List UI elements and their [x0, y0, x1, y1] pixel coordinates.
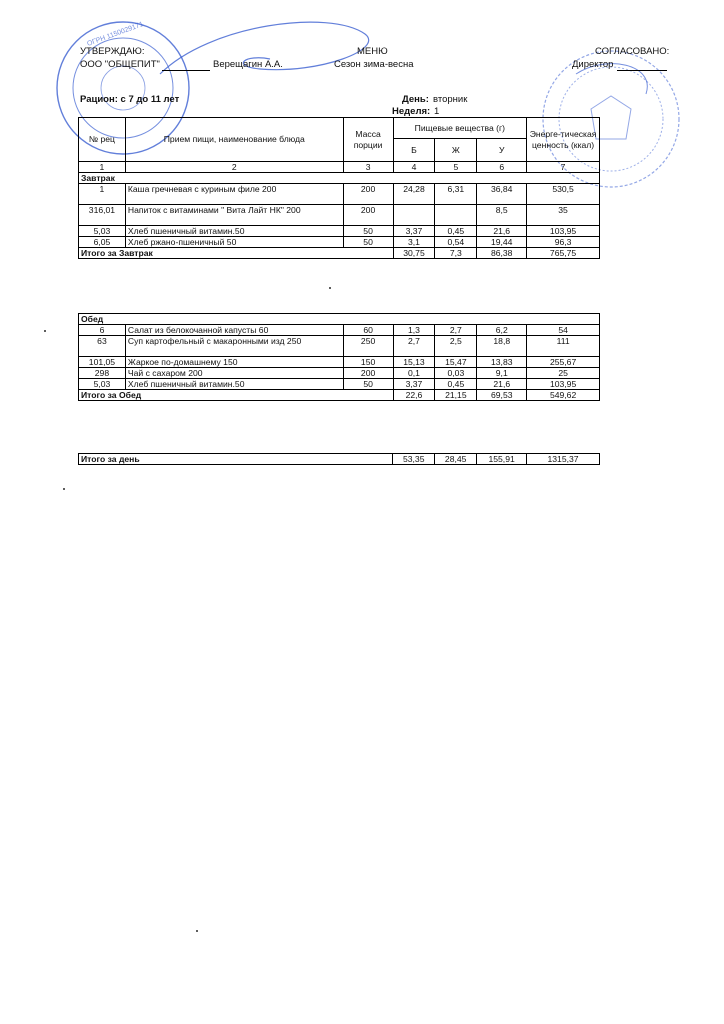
mass: 200	[343, 205, 393, 226]
season-label: Сезон зима-весна	[334, 59, 414, 70]
mass: 50	[343, 379, 393, 390]
carbs: 36,84	[477, 184, 527, 205]
day-value: вторник	[433, 94, 468, 105]
carbs: 18,8	[477, 336, 527, 357]
table-row	[79, 205, 600, 226]
recipe-num: 1	[79, 184, 126, 205]
protein: 15,13	[393, 357, 435, 368]
day-total-fat: 28,45	[435, 454, 477, 465]
day-total-kcal: 1315,37	[527, 454, 600, 465]
recipe-num: 63	[79, 336, 126, 357]
approve-label: УТВЕРЖДАЮ:	[80, 46, 145, 57]
protein: 3,1	[393, 237, 435, 248]
dish-name: Хлеб ржано-пшеничный 50	[125, 237, 343, 248]
lunch-title: Обед	[79, 314, 600, 325]
scan-speck	[44, 330, 46, 332]
table-row	[79, 325, 600, 336]
col-number: 7	[527, 162, 600, 173]
total-kcal: 549,62	[527, 390, 600, 401]
recipe-num: 6	[79, 325, 126, 336]
carbs: 13,83	[477, 357, 527, 368]
col-number: 6	[477, 162, 527, 173]
dish-name: Хлеб пшеничный витамин.50	[125, 226, 343, 237]
fat: 0,45	[435, 379, 477, 390]
col-number: 4	[393, 162, 435, 173]
col-header-num: № рец	[79, 118, 126, 162]
protein: 3,37	[393, 226, 435, 237]
day-total-table	[78, 453, 600, 465]
carbs: 21,6	[477, 226, 527, 237]
total-fat: 21,15	[435, 390, 477, 401]
column-numbers-row	[79, 162, 600, 173]
total-label: Итого за Завтрак	[79, 248, 394, 259]
mass: 60	[343, 325, 393, 336]
kcal: 530,5	[527, 184, 600, 205]
col-number: 2	[125, 162, 343, 173]
signer-name: Верещагин А.А.	[213, 59, 283, 70]
dish-name: Суп картофельный с макаронными изд 250	[125, 336, 343, 357]
col-header-zh: Ж	[435, 139, 477, 162]
kcal: 103,95	[527, 226, 600, 237]
table-row	[79, 357, 600, 368]
recipe-num: 316,01	[79, 205, 126, 226]
day-total-label: Итого за день	[79, 454, 393, 465]
col-number: 3	[343, 162, 393, 173]
kcal: 35	[527, 205, 600, 226]
carbs: 6,2	[477, 325, 527, 336]
table-row	[79, 336, 600, 357]
fat: 0,54	[435, 237, 477, 248]
week-value: 1	[434, 106, 440, 117]
mass: 150	[343, 357, 393, 368]
kcal: 111	[527, 336, 600, 357]
table-row	[79, 379, 600, 390]
signature-line	[162, 70, 210, 71]
day-total-protein: 53,35	[393, 454, 435, 465]
table-row	[79, 237, 600, 248]
col-header-dish: Прием пищи, наименование блюда	[125, 118, 343, 162]
day-label: День:	[402, 94, 429, 105]
total-fat: 7,3	[435, 248, 477, 259]
dish-name: Хлеб пшеничный витамин.50	[125, 379, 343, 390]
carbs: 19,44	[477, 237, 527, 248]
mass: 50	[343, 226, 393, 237]
protein: 24,28	[393, 184, 435, 205]
mass: 50	[343, 237, 393, 248]
dish-name: Жаркое по-домашнему 150	[125, 357, 343, 368]
recipe-num: 298	[79, 368, 126, 379]
col-header-mass: Масса порции	[343, 118, 393, 162]
col-header-nutrients: Пищевые вещества (г)	[393, 118, 527, 139]
fat: 15,47	[435, 357, 477, 368]
kcal: 255,67	[527, 357, 600, 368]
day-total-carbs: 155,91	[477, 454, 527, 465]
kcal: 25	[527, 368, 600, 379]
carbs: 9,1	[477, 368, 527, 379]
mass: 250	[343, 336, 393, 357]
total-protein: 22,6	[393, 390, 435, 401]
recipe-num: 5,03	[79, 226, 126, 237]
fat: 0,45	[435, 226, 477, 237]
fat: 2,5	[435, 336, 477, 357]
lunch-table	[78, 313, 600, 401]
fat: 2,7	[435, 325, 477, 336]
ration-label: Рацион: с 7 до 11 лет	[80, 94, 180, 105]
kcal: 96,3	[527, 237, 600, 248]
recipe-num: 101,05	[79, 357, 126, 368]
scan-speck	[63, 488, 65, 490]
col-header-b: Б	[393, 139, 435, 162]
kcal: 54	[527, 325, 600, 336]
svg-text:ОГРН 1150029171: ОГРН 1150029171	[86, 21, 145, 48]
dish-name: Каша гречневая с куриным филе 200	[125, 184, 343, 205]
breakfast-title: Завтрак	[79, 173, 600, 184]
col-header-energy: Энерге-тическая ценность (ккал)	[527, 118, 600, 162]
mass: 200	[343, 368, 393, 379]
col-header-u: У	[477, 139, 527, 162]
protein: 2,7	[393, 336, 435, 357]
table-row	[79, 368, 600, 379]
col-number: 1	[79, 162, 126, 173]
company-name: ООО "ОБЩЕПИТ"	[80, 59, 160, 70]
total-protein: 30,75	[393, 248, 435, 259]
scan-speck	[196, 930, 198, 932]
total-carbs: 69,53	[477, 390, 527, 401]
fat	[435, 205, 477, 226]
table-row	[79, 184, 600, 205]
menu-title: МЕНЮ	[357, 46, 388, 57]
fat: 6,31	[435, 184, 477, 205]
protein: 0,1	[393, 368, 435, 379]
protein: 3,37	[393, 379, 435, 390]
signature-scribble	[150, 14, 380, 94]
dish-name: Напиток с витаминами " Вита Лайт НК" 200	[125, 205, 343, 226]
fat: 0,03	[435, 368, 477, 379]
director-label: Директор	[572, 59, 614, 70]
agreed-label: СОГЛАСОВАНО:	[595, 46, 670, 57]
lunch-total-row	[79, 390, 600, 401]
total-kcal: 765,75	[527, 248, 600, 259]
carbs: 8,5	[477, 205, 527, 226]
carbs: 21,6	[477, 379, 527, 390]
breakfast-total-row	[79, 248, 600, 259]
week-label: Неделя:	[392, 106, 431, 117]
dish-name: Чай с сахаром 200	[125, 368, 343, 379]
protein	[393, 205, 435, 226]
kcal: 103,95	[527, 379, 600, 390]
total-carbs: 86,38	[477, 248, 527, 259]
director-signature-line	[617, 70, 667, 71]
protein: 1,3	[393, 325, 435, 336]
recipe-num: 5,03	[79, 379, 126, 390]
menu-table	[78, 117, 600, 259]
total-label: Итого за Обед	[79, 390, 394, 401]
col-number: 5	[435, 162, 477, 173]
table-row	[79, 226, 600, 237]
scan-speck	[329, 287, 331, 289]
mass: 200	[343, 184, 393, 205]
recipe-num: 6,05	[79, 237, 126, 248]
dish-name: Салат из белокочанной капусты 60	[125, 325, 343, 336]
